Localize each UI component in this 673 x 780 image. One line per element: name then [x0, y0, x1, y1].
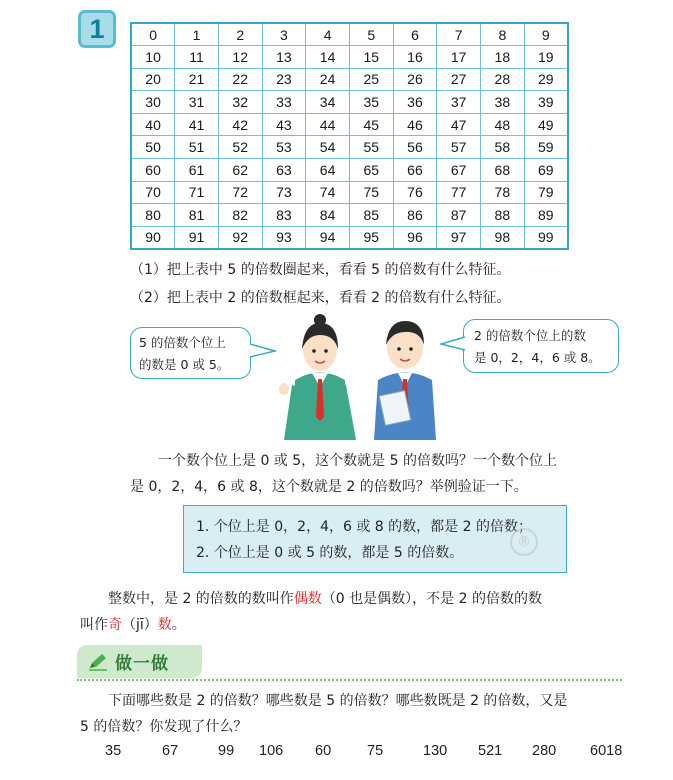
grid-cell: 30 — [131, 91, 175, 114]
pencil-icon — [87, 652, 109, 672]
grid-row — [131, 204, 568, 227]
grid-cell: 82 — [218, 204, 262, 227]
boy-figure — [374, 321, 436, 440]
try-it-section-header — [77, 645, 202, 678]
grid-cell: 14 — [306, 46, 350, 69]
question-2: （2）把上表中 2 的倍数框起来，看看 2 的倍数有什么特征。 — [130, 290, 511, 306]
definition-line-1 — [80, 586, 640, 612]
grid-cell: 88 — [481, 204, 525, 227]
rule-1: 1. 个位上是 0，2，4，6 或 8 的数，都是 2 的倍数； — [196, 519, 532, 535]
grid-cell: 91 — [175, 226, 219, 249]
grid-cell: 74 — [306, 181, 350, 204]
grid-cell: 55 — [349, 136, 393, 159]
grid-cell: 12 — [218, 46, 262, 69]
grid-cell: 97 — [437, 226, 481, 249]
grid-cell: 31 — [175, 91, 219, 114]
grid-row — [131, 159, 568, 182]
grid-cell: 75 — [349, 181, 393, 204]
question-1: （1）把上表中 5 的倍数圈起来，看看 5 的倍数有什么特征。 — [130, 262, 511, 278]
grid-cell: 20 — [131, 68, 175, 91]
grid-cell: 59 — [524, 136, 568, 159]
girl-speech-line-2: 的数是 0 或 5。 — [139, 357, 230, 372]
definition-paragraph — [80, 586, 640, 638]
grid-cell: 24 — [306, 68, 350, 91]
term-odd-2: 数 — [157, 617, 172, 633]
grid-cell: 37 — [437, 91, 481, 114]
grid-cell: 72 — [218, 181, 262, 204]
grid-cell: 96 — [393, 226, 437, 249]
boy-speech-line-2: 是 0，2，4，6 或 8。 — [474, 350, 601, 365]
grid-cell: 42 — [218, 113, 262, 136]
grid-cell: 56 — [393, 136, 437, 159]
grid-cell: 5 — [349, 23, 393, 46]
grid-cell: 79 — [524, 181, 568, 204]
grid-cell: 85 — [349, 204, 393, 227]
grid-cell: 13 — [262, 46, 306, 69]
grid-cell: 9 — [524, 23, 568, 46]
grid-cell: 51 — [175, 136, 219, 159]
number-item: 60 — [315, 743, 332, 759]
grid-row — [131, 226, 568, 249]
exercise-line-1: 下面哪些数是 2 的倍数？哪些数是 5 的倍数？哪些数既是 2 的倍数，又是 — [80, 693, 568, 709]
grid-cell: 3 — [262, 23, 306, 46]
grid-cell: 33 — [262, 91, 306, 114]
grid-cell: 49 — [524, 113, 568, 136]
grid-cell: 34 — [306, 91, 350, 114]
grid-cell: 57 — [437, 136, 481, 159]
boy-speech-bubble — [463, 319, 619, 373]
grid-cell: 16 — [393, 46, 437, 69]
term-even: 偶数 — [293, 591, 322, 607]
children-illustration — [270, 305, 460, 440]
grid-cell: 71 — [175, 181, 219, 204]
grid-cell: 93 — [262, 226, 306, 249]
grid-cell: 19 — [524, 46, 568, 69]
grid-cell: 8 — [481, 23, 525, 46]
grid-cell: 32 — [218, 91, 262, 114]
section-title: 做一做 — [115, 654, 169, 674]
grid-cell: 44 — [306, 113, 350, 136]
definition-text: 整数中，是 2 的倍数的数叫作 — [80, 591, 294, 607]
discussion-paragraph — [130, 448, 630, 500]
number-item: 130 — [423, 743, 448, 759]
grid-cell: 15 — [349, 46, 393, 69]
number-list — [105, 743, 630, 765]
exercise-question — [80, 688, 640, 740]
grid-cell: 18 — [481, 46, 525, 69]
definition-line-2 — [80, 612, 640, 638]
grid-cell: 0 — [131, 23, 175, 46]
grid-cell: 26 — [393, 68, 437, 91]
grid-cell: 39 — [524, 91, 568, 114]
grid-cell: 62 — [218, 159, 262, 182]
grid-cell: 22 — [218, 68, 262, 91]
grid-cell: 47 — [437, 113, 481, 136]
grid-cell: 66 — [393, 159, 437, 182]
grid-cell: 11 — [175, 46, 219, 69]
rule-2: 2. 个位上是 0 或 5 的数，都是 5 的倍数。 — [196, 545, 464, 561]
grid-row — [131, 91, 568, 114]
grid-cell: 53 — [262, 136, 306, 159]
grid-cell: 98 — [481, 226, 525, 249]
number-item: 280 — [532, 743, 557, 759]
grid-row — [131, 23, 568, 46]
number-item: 75 — [367, 743, 384, 759]
grid-cell: 64 — [306, 159, 350, 182]
grid-cell: 69 — [524, 159, 568, 182]
girl-speech-bubble — [130, 327, 251, 379]
grid-cell: 95 — [349, 226, 393, 249]
grid-cell: 45 — [349, 113, 393, 136]
section-divider — [77, 679, 622, 681]
grid-cell: 17 — [437, 46, 481, 69]
grid-cell: 43 — [262, 113, 306, 136]
grid-cell: 1 — [175, 23, 219, 46]
grid-cell: 25 — [349, 68, 393, 91]
number-item: 106 — [259, 743, 284, 759]
girl-figure — [279, 314, 356, 440]
grid-row — [131, 113, 568, 136]
grid-cell: 54 — [306, 136, 350, 159]
grid-cell: 29 — [524, 68, 568, 91]
grid-cell: 76 — [393, 181, 437, 204]
grid-cell: 48 — [481, 113, 525, 136]
grid-cell: 94 — [306, 226, 350, 249]
girl-speech-line-1: 5 的倍数个位上 — [139, 335, 226, 350]
grid-cell: 90 — [131, 226, 175, 249]
grid-cell: 52 — [218, 136, 262, 159]
grid-cell: 38 — [481, 91, 525, 114]
grid-cell: 60 — [131, 159, 175, 182]
grid-cell: 99 — [524, 226, 568, 249]
grid-cell: 28 — [481, 68, 525, 91]
grid-cell: 87 — [437, 204, 481, 227]
grid-cell: 36 — [393, 91, 437, 114]
term-odd: 奇 — [108, 617, 122, 633]
grid-cell: 27 — [437, 68, 481, 91]
grid-cell: 68 — [481, 159, 525, 182]
grid-cell: 40 — [131, 113, 175, 136]
grid-cell: 77 — [437, 181, 481, 204]
number-item: 35 — [105, 743, 122, 759]
boy-speech-line-1: 2 的倍数个位上的数 — [474, 328, 586, 343]
number-item: 67 — [162, 743, 179, 759]
grid-cell: 4 — [306, 23, 350, 46]
grid-row — [131, 68, 568, 91]
grid-cell: 78 — [481, 181, 525, 204]
grid-cell: 35 — [349, 91, 393, 114]
discussion-line-1: 一个数个位上是 0 或 5，这个数就是 5 的倍数吗？一个数个位上 — [130, 453, 557, 469]
exercise-line-2: 5 的倍数？你发现了什么？ — [80, 719, 248, 735]
grid-cell: 84 — [306, 204, 350, 227]
grid-cell: 67 — [437, 159, 481, 182]
number-item: 521 — [478, 743, 503, 759]
grid-cell: 21 — [175, 68, 219, 91]
definition-text-3: 叫作 — [80, 617, 108, 633]
grid-cell: 41 — [175, 113, 219, 136]
number-item: 6018 — [590, 743, 623, 759]
grid-cell: 86 — [393, 204, 437, 227]
grid-cell: 80 — [131, 204, 175, 227]
number-item: 99 — [218, 743, 235, 759]
grid-cell: 61 — [175, 159, 219, 182]
grid-cell: 63 — [262, 159, 306, 182]
grid-cell: 50 — [131, 136, 175, 159]
grid-cell: 6 — [393, 23, 437, 46]
grid-cell: 65 — [349, 159, 393, 182]
pinyin-annotation: （jī） — [122, 617, 158, 633]
grid-row — [131, 46, 568, 69]
grid-row — [131, 136, 568, 159]
grid-cell: 46 — [393, 113, 437, 136]
grid-cell: 23 — [262, 68, 306, 91]
definition-end: 。 — [171, 617, 186, 633]
grid-cell: 58 — [481, 136, 525, 159]
grid-cell: 73 — [262, 181, 306, 204]
registered-watermark: ® — [510, 528, 538, 556]
discussion-line-2: 是 0，2，4，6 或 8，这个数就是 2 的倍数吗？举例验证一下。 — [130, 479, 528, 495]
definition-text-2: （0 也是偶数），不是 2 的倍数的数 — [321, 591, 542, 607]
grid-cell: 2 — [218, 23, 262, 46]
grid-cell: 83 — [262, 204, 306, 227]
grid-cell: 81 — [175, 204, 219, 227]
grid-row — [131, 181, 568, 204]
grid-cell: 70 — [131, 181, 175, 204]
grid-cell: 92 — [218, 226, 262, 249]
hundred-number-grid — [130, 22, 569, 250]
grid-cell: 89 — [524, 204, 568, 227]
grid-cell: 7 — [437, 23, 481, 46]
grid-cell: 10 — [131, 46, 175, 69]
exercise-number-badge: 1 — [78, 10, 116, 48]
